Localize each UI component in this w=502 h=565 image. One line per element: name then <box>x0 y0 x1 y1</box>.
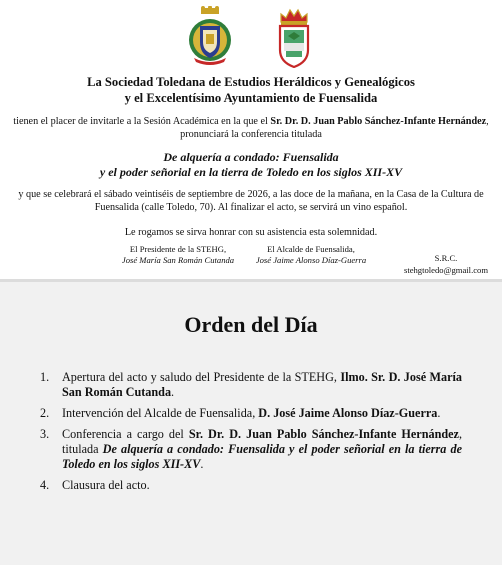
agenda-list <box>40 370 462 499</box>
invite-text-end: , pronunciará la conferencia titulada <box>180 116 489 140</box>
invite-text-start: tienen el placer de invitarle a la Sesión Académica en la que el <box>13 116 271 127</box>
mayor-signature <box>248 244 374 266</box>
agenda-title: Orden del Día <box>184 312 318 337</box>
invitation-text <box>10 115 492 141</box>
invitation-title <box>0 74 502 106</box>
agenda-item-text: Conferencia a cargo del <box>62 427 189 441</box>
coats-of-arms <box>0 6 502 68</box>
agenda-item <box>40 478 462 493</box>
stehg-coat-of-arms-icon <box>186 6 234 66</box>
agenda-section <box>0 282 502 565</box>
lecture-title-line-1: De alquería a condado: Fuensalida <box>163 150 339 164</box>
agenda-item-number: 3. <box>40 427 50 441</box>
title-line-1: La Sociedad Toledana de Estudios Heráldicos y Genealógicos <box>87 75 415 89</box>
agenda-item <box>40 427 462 472</box>
contact-email: stehgtoledo@gmail.com <box>403 265 489 275</box>
agenda-item-person: Sr. Dr. D. Juan Pablo Sánchez-Infante Hernández <box>188 427 459 441</box>
agenda-item-end: . <box>200 457 204 471</box>
invite-speaker-name: Sr. Dr. D. Juan Pablo Sánchez-Infante Hernández <box>270 116 487 127</box>
mayor-name: José Jaime Alonso Díaz-Guerra <box>255 255 367 265</box>
mayor-role: El Alcalde de Fuensalida, <box>267 244 355 254</box>
agenda-item-end: . <box>171 385 175 399</box>
attendance-request: Le rogamos se sirva honrar con su asistencia esta solemnidad. <box>124 227 378 238</box>
president-role: El Presidente de la STEHG, <box>129 244 227 254</box>
agenda-item-text: Intervención del Alcalde de Fuensalida, <box>62 406 259 420</box>
lecture-title <box>0 150 502 180</box>
title-line-2: y el Excelentísimo Ayuntamiento de Fuensalida <box>124 91 378 105</box>
agenda-item-number: 1. <box>40 370 50 384</box>
agenda-item-text: Apertura del acto y saludo del Presidente de la STEHG, <box>62 370 341 384</box>
src-label: S.R.C. <box>434 253 458 263</box>
event-details: y que se celebrará el sábado veintiséis de septiembre de 2026, a las doce de la mañana, en la Casa de la Cultura de Fuensalida (calle Toledo, 70). Al finalizar el acto, se servirá un vino español. <box>18 189 484 213</box>
agenda-item-number: 2. <box>40 406 50 420</box>
agenda-item-end: . <box>437 406 441 420</box>
agenda-item-lecture-title: De alquería a condado: Fuensalida y el poder señorial en la tierra de Toledo en los siglos XII-XV <box>62 442 462 471</box>
president-name: José María San Román Cutanda <box>121 255 235 265</box>
president-signature <box>112 244 244 266</box>
rsvp-block <box>396 252 496 276</box>
lecture-title-line-2: y el poder señorial en la tierra de Toledo en los siglos XII-XV <box>99 165 403 179</box>
agenda-item <box>40 406 462 421</box>
agenda-item-number: 4. <box>40 478 50 492</box>
agenda-item-text: Clausura del acto. <box>62 478 150 492</box>
agenda-item <box>40 370 462 400</box>
agenda-item-person: Ilmo. Sr. D. José María San Román Cutanda <box>62 370 462 399</box>
agenda-item-mid: , titulada <box>62 427 462 456</box>
agenda-item-person: D. José Jaime Alonso Díaz-Guerra <box>258 406 438 420</box>
invitation-card <box>0 0 502 279</box>
fuensalida-coat-of-arms-icon <box>276 6 312 68</box>
